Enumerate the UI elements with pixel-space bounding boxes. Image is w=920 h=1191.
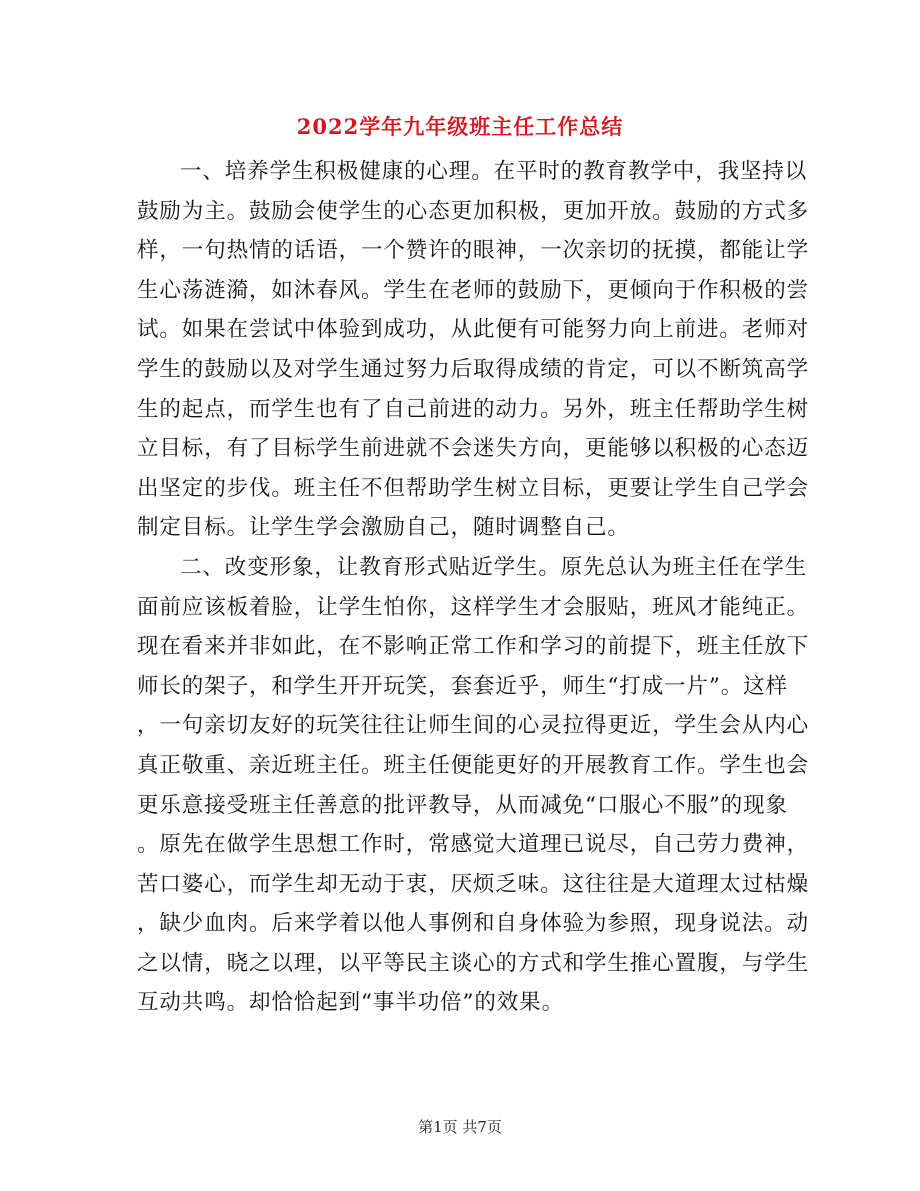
paragraph-1-line: 生心荡涟漪，如沐春风。学生在老师的鼓励下，更倾向于作积极的尝 (137, 277, 810, 303)
paragraph-1-line: 制定目标。让学生学会激励自己，随时调整自己。 (137, 515, 630, 541)
page-number-footer: 第1页 共7页 (418, 1118, 502, 1136)
paragraph-2-line: 师长的架子，和学生开开玩笑，套套近乎，师生“打成一片”。这样 (137, 673, 788, 699)
paragraph-1-line: 一、培养学生积极健康的心理。在平时的教育教学中，我坚持以 (180, 159, 808, 184)
paragraph-2-line: 真正敬重、亲近班主任。班主任便能更好的开展教育工作。学生也会 (137, 752, 810, 778)
paragraph-1-line: 生的起点，而学生也有了自己前进的动力。另外，班主任帮助学生树 (137, 396, 810, 422)
paragraph-2-line: ，一句亲切友好的玩笑往往让师生间的心灵拉得更近，学生会从内心 (137, 713, 810, 739)
document-title: 2022学年九年级班主任工作总结 (296, 114, 624, 139)
paragraph-2-line: 互动共鸣。却恰恰起到“事半功倍”的效果。 (137, 990, 564, 1016)
paragraph-2-line: 之以情，晓之以理，以平等民主谈心的方式和学生推心置腹，与学生 (137, 950, 810, 976)
paragraph-2-line: 更乐意接受班主任善意的批评教导，从而减免“口服心不服”的现象 (137, 792, 788, 818)
paragraph-1-line: 样，一句热情的话语，一个赞许的眼神，一次亲切的抚摸，都能让学 (137, 238, 810, 264)
paragraph-2-line: 现在看来并非如此，在不影响正常工作和学习的前提下，班主任放下 (137, 634, 810, 660)
paragraph-2-line: ，缺少血肉。后来学着以他人事例和自身体验为参照，现身说法。动 (137, 911, 810, 937)
paragraph-2-line: 二、改变形象，让教育形式贴近学生。原先总认为班主任在学生 (180, 554, 808, 580)
paragraph-1-line: 鼓励为主。鼓励会使学生的心态更加积极，更加开放。鼓励的方式多 (137, 198, 810, 224)
paragraph-1-line: 学生的鼓励以及对学生通过努力后取得成绩的肯定，可以不断筑高学 (137, 356, 810, 382)
paragraph-1-line: 立目标，有了目标学生前进就不会迷失方向，更能够以积极的心态迈 (137, 436, 810, 462)
document-body (137, 152, 810, 1023)
paragraph-2-line: 苦口婆心，而学生却无动于衷，厌烦乏味。这往往是大道理太过枯燥 (137, 871, 810, 897)
paragraph-2-line: 。原先在做学生思想工作时，常感觉大道理已说尽，自己劳力费神， (137, 832, 810, 858)
paragraph-2-line: 面前应该板着脸，让学生怕你，这样学生才会服贴，班风才能纯正。 (137, 594, 810, 620)
paragraph-1-line: 出坚定的步伐。班主任不但帮助学生树立目标，更要让学生自己学会 (137, 475, 810, 501)
paragraph-1-line: 试。如果在尝试中体验到成功，从此便有可能努力向上前进。老师对 (137, 317, 810, 343)
